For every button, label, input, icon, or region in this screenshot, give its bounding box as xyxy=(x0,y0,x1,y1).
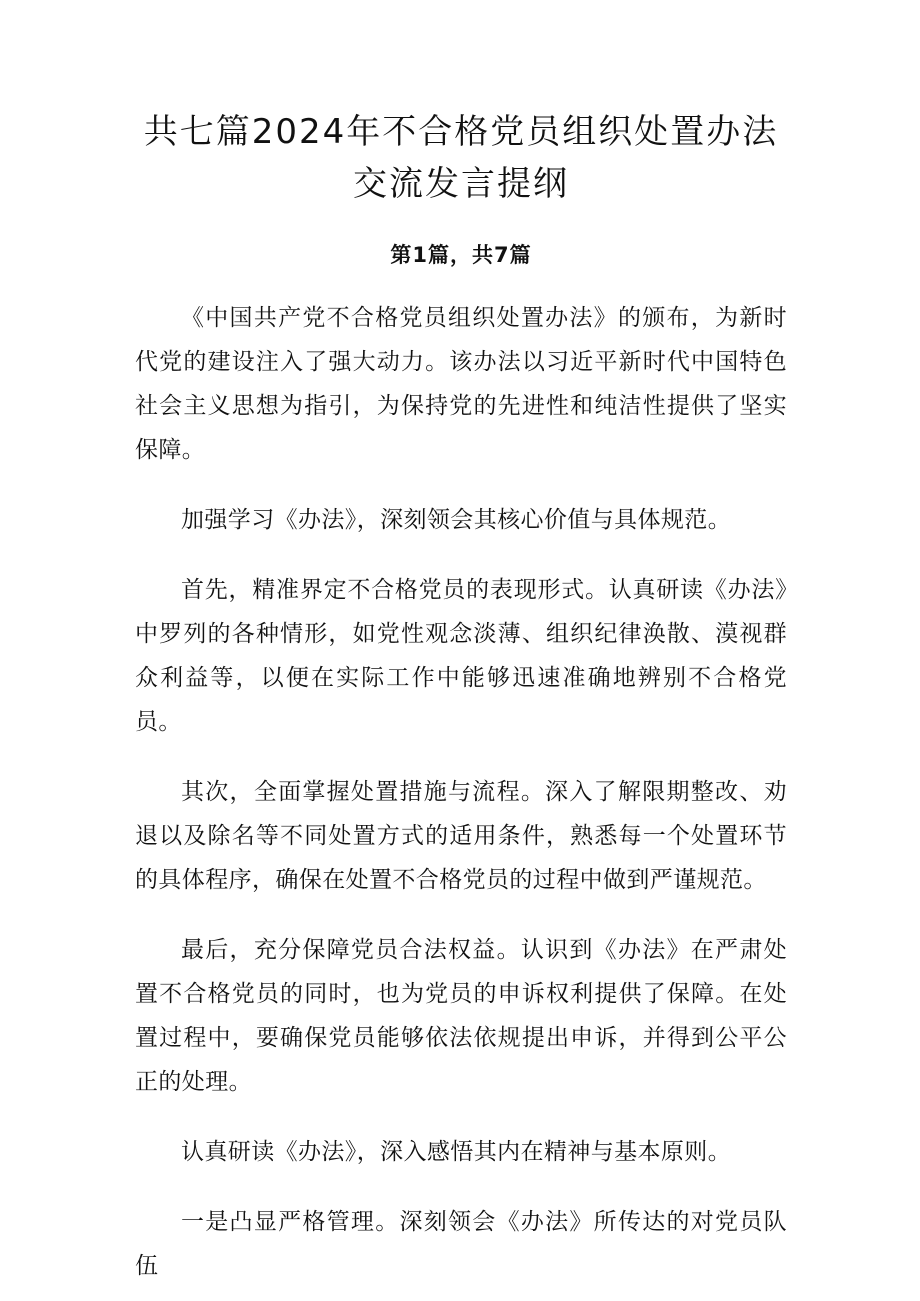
paragraph-heading-study: 加强学习《办法》，深刻领会其核心价值与具体规范。 xyxy=(181,507,732,533)
paragraph-heading-principles: 认真研读《办法》，深入感悟其内在精神与基本原则。 xyxy=(181,1139,732,1165)
document-title: 共七篇2024年不合格党员组织处置办法交流发言提纲 xyxy=(143,112,779,204)
paragraph-intro: 《中国共产党不合格党员组织处置办法》的颁布，为新时代党的建设注入了强大动力。该办法以习近平新时代中国特色社会主义思想为指引，为保持党的先进性和纯洁性提供了坚实保障。 xyxy=(135,305,787,463)
paragraph-last: 最后，充分保障党员合法权益。认识到《办法》在严肃处置不合格党员的同时，也为党员的申诉权利提供了保障。在处置过程中，要确保党员能够依法依规提出申诉，并得到公平公正的处理。 xyxy=(135,937,787,1095)
paragraph-second: 其次，全面掌握处置措施与流程。深入了解限期整改、劝退以及除名等不同处置方式的适用条件，熟悉每一个处置环节的具体程序，确保在处置不合格党员的过程中做到严谨规范。 xyxy=(135,779,787,893)
paragraph-strict-management: 一是凸显严格管理。深刻领会《办法》所传达的对党员队伍 xyxy=(135,1209,787,1279)
document-body xyxy=(135,296,787,1288)
document-subtitle: 第1篇，共7篇 xyxy=(390,243,532,267)
paragraph-first: 首先，精准界定不合格党员的表现形式。认真研读《办法》中罗列的各种情形，如党性观念淡薄、组织纪律涣散、漠视群众利益等，以便在实际工作中能够迅速准确地辨别不合格党员。 xyxy=(135,577,787,735)
